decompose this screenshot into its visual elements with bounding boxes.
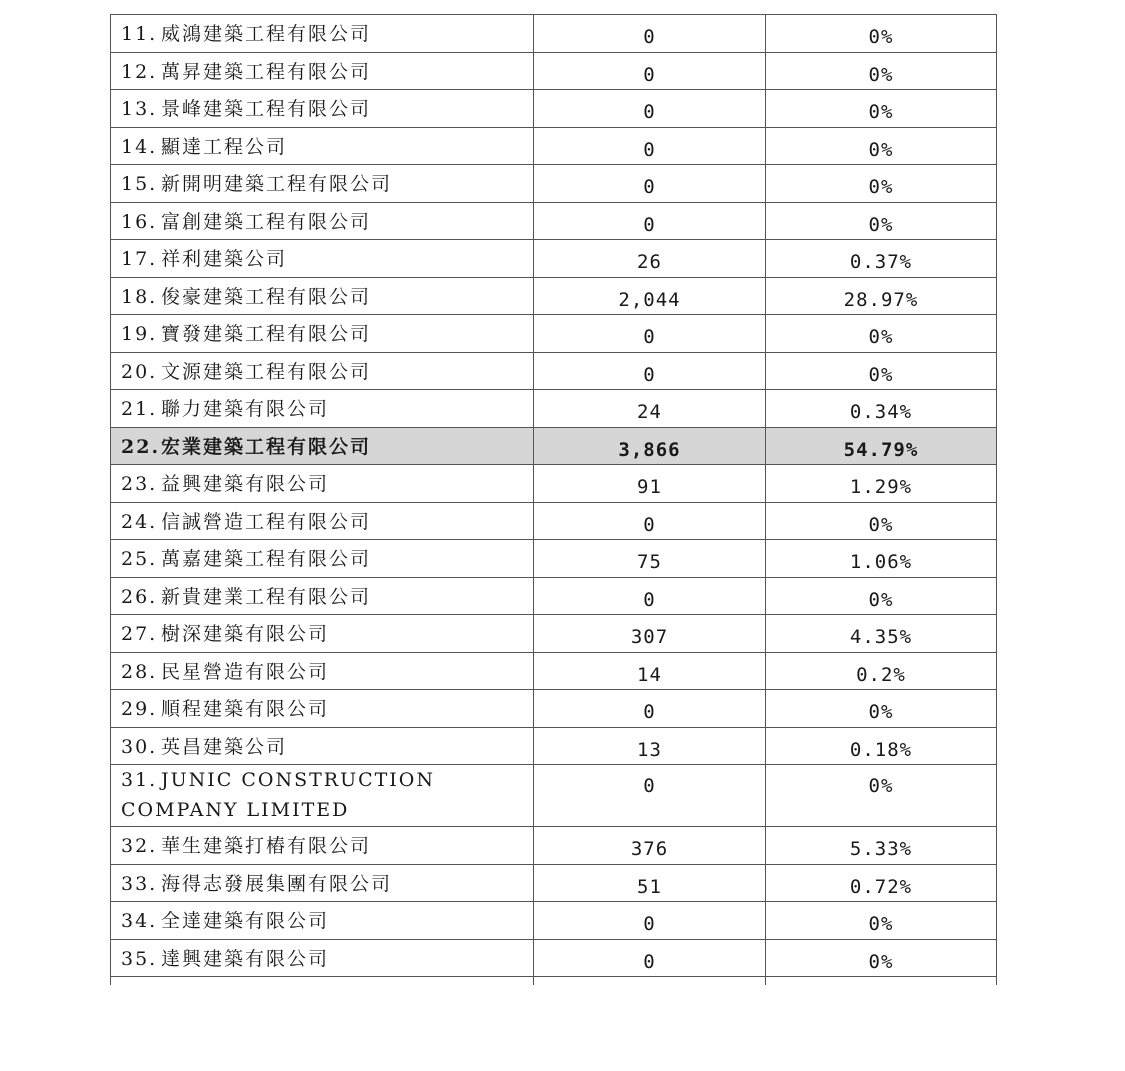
percentage-cell: 0.37% (766, 240, 997, 278)
percentage-cell: 0% (766, 765, 997, 827)
row-number: 17. (121, 248, 158, 270)
table-row (111, 765, 997, 827)
table-row (111, 465, 997, 503)
quantity-cell: 0 (534, 202, 766, 240)
table-row (111, 165, 997, 203)
percentage-cell: 1.29% (766, 465, 997, 503)
company-name-cell (111, 127, 534, 165)
quantity-cell: 0 (534, 352, 766, 390)
row-number: 19. (121, 323, 158, 345)
table-row (111, 315, 997, 353)
percentage-cell: 4.35% (766, 615, 997, 653)
percentage-cell: 0% (766, 127, 997, 165)
table-row (111, 615, 997, 653)
company-name-cell (111, 765, 534, 827)
table-row (111, 90, 997, 128)
quantity-cell: 0 (534, 52, 766, 90)
company-name-cell (111, 465, 534, 503)
company-name-cell (111, 15, 534, 53)
quantity-cell: 0 (534, 690, 766, 728)
company-name-cell (111, 615, 534, 653)
company-name-cell (111, 577, 534, 615)
row-number: 33. (121, 872, 158, 895)
percentage-cell: 0% (766, 165, 997, 203)
row-number: 14. (121, 135, 158, 158)
quantity-cell: 13 (534, 727, 766, 765)
company-name-cell (111, 427, 534, 465)
quantity-cell: 307 (534, 615, 766, 653)
company-name-cell (111, 390, 534, 428)
percentage-cell: 0.72% (766, 864, 997, 902)
table-row (111, 727, 997, 765)
quantity-cell: 0 (534, 765, 766, 827)
company-name: 聯力建築有限公司 (161, 398, 330, 420)
company-name-cell (111, 240, 534, 278)
percentage-cell: 0% (766, 352, 997, 390)
quantity-cell: 2,044 (534, 277, 766, 315)
company-name: 景峰建築工程有限公司 (161, 98, 372, 120)
company-name: 寶發建築工程有限公司 (161, 323, 372, 345)
company-name: 全達建築有限公司 (161, 910, 330, 932)
row-number: 25. (121, 548, 158, 570)
table-row (111, 827, 997, 865)
company-name-cell (111, 827, 534, 865)
table-row (111, 902, 997, 940)
quantity-cell: 0 (534, 15, 766, 53)
company-name: 宏業建築工程有限公司 (161, 435, 372, 458)
row-number: 31. (121, 769, 158, 791)
company-name: 萬昇建築工程有限公司 (161, 60, 372, 83)
row-number: 32. (121, 835, 158, 857)
company-name-cell (111, 727, 534, 765)
quantity-cell: 0 (534, 315, 766, 353)
table-row (111, 390, 997, 428)
company-name-cell (111, 939, 534, 977)
percentage-cell: 54.79% (766, 427, 997, 465)
company-name: 新貴建業工程有限公司 (161, 585, 372, 608)
row-number: 34. (121, 910, 158, 932)
percentage-cell: 0% (766, 577, 997, 615)
table-row (111, 577, 997, 615)
company-name: 文源建築工程有限公司 (161, 360, 372, 383)
contractor-table (110, 14, 997, 985)
percentage-cell: 1.06% (766, 540, 997, 578)
percentage-cell: 0% (766, 315, 997, 353)
company-name: 樹深建築有限公司 (161, 623, 330, 645)
continuation-cell (534, 977, 766, 986)
percentage-cell: 0% (766, 202, 997, 240)
company-name-cell (111, 315, 534, 353)
table-row (111, 939, 997, 977)
company-name-cell (111, 652, 534, 690)
table-row (111, 540, 997, 578)
row-number: 35. (121, 947, 158, 970)
table-row (111, 202, 997, 240)
quantity-cell: 0 (534, 127, 766, 165)
company-name-cell (111, 165, 534, 203)
company-name-cell (111, 690, 534, 728)
percentage-cell: 0% (766, 690, 997, 728)
company-name: 富創建築工程有限公司 (161, 210, 372, 233)
row-number: 18. (121, 285, 158, 308)
quantity-cell: 75 (534, 540, 766, 578)
percentage-cell: 0% (766, 939, 997, 977)
row-number: 13. (121, 98, 158, 120)
row-number: 22. (121, 435, 161, 458)
percentage-cell: 0.2% (766, 652, 997, 690)
highlighted-row (111, 427, 997, 465)
percentage-cell: 0% (766, 52, 997, 90)
table-row-continuation (111, 977, 997, 986)
percentage-cell: 0% (766, 90, 997, 128)
company-name-cell (111, 540, 534, 578)
company-name-cell (111, 90, 534, 128)
quantity-cell: 26 (534, 240, 766, 278)
company-name-cell (111, 502, 534, 540)
row-number: 29. (121, 698, 158, 720)
row-number: 23. (121, 473, 158, 495)
percentage-cell: 0% (766, 15, 997, 53)
company-name: 威鴻建築工程有限公司 (161, 23, 372, 45)
quantity-cell: 51 (534, 864, 766, 902)
company-name: 順程建築有限公司 (161, 698, 330, 720)
row-number: 15. (121, 173, 158, 195)
percentage-cell: 5.33% (766, 827, 997, 865)
table-row (111, 864, 997, 902)
quantity-cell: 0 (534, 939, 766, 977)
table-row (111, 690, 997, 728)
table-row (111, 277, 997, 315)
quantity-cell: 91 (534, 465, 766, 503)
company-name: 萬嘉建築工程有限公司 (161, 548, 372, 570)
row-number: 20. (121, 360, 158, 383)
quantity-cell: 0 (534, 577, 766, 615)
company-name: 英昌建築公司 (161, 735, 288, 758)
table-row (111, 52, 997, 90)
company-name: 益興建築有限公司 (161, 473, 330, 495)
company-name: 顯達工程公司 (161, 135, 288, 158)
company-name: JUNIC CONSTRUCTION COMPANY LIMITED (121, 769, 436, 821)
quantity-cell: 0 (534, 502, 766, 540)
company-name-cell (111, 277, 534, 315)
row-number: 28. (121, 660, 158, 683)
company-name: 俊豪建築工程有限公司 (161, 285, 372, 308)
company-name-cell (111, 52, 534, 90)
company-name-cell (111, 352, 534, 390)
table-row (111, 240, 997, 278)
company-name: 民星營造有限公司 (161, 660, 330, 683)
table-row (111, 652, 997, 690)
quantity-cell: 3,866 (534, 427, 766, 465)
percentage-cell: 0.18% (766, 727, 997, 765)
continuation-cell (111, 977, 534, 986)
row-number: 21. (121, 398, 158, 420)
row-number: 11. (121, 23, 158, 45)
company-name-cell (111, 202, 534, 240)
company-name: 達興建築有限公司 (161, 947, 330, 970)
company-name: 海得志發展集團有限公司 (161, 872, 393, 895)
company-name: 祥利建築公司 (161, 248, 288, 270)
continuation-cell (766, 977, 997, 986)
row-number: 16. (121, 210, 158, 233)
row-number: 12. (121, 60, 158, 83)
company-name-cell (111, 902, 534, 940)
company-name: 華生建築打樁有限公司 (161, 835, 372, 857)
percentage-cell: 0% (766, 502, 997, 540)
percentage-cell: 28.97% (766, 277, 997, 315)
table-row (111, 127, 997, 165)
row-number: 27. (121, 623, 158, 645)
percentage-cell: 0.34% (766, 390, 997, 428)
row-number: 26. (121, 585, 158, 608)
quantity-cell: 14 (534, 652, 766, 690)
quantity-cell: 376 (534, 827, 766, 865)
quantity-cell: 0 (534, 90, 766, 128)
company-name: 信誠營造工程有限公司 (161, 510, 372, 533)
quantity-cell: 0 (534, 902, 766, 940)
table-row (111, 502, 997, 540)
table-row (111, 352, 997, 390)
company-name-cell (111, 864, 534, 902)
row-number: 30. (121, 735, 158, 758)
company-name: 新開明建築工程有限公司 (161, 173, 393, 195)
percentage-cell: 0% (766, 902, 997, 940)
row-number: 24. (121, 510, 158, 533)
quantity-cell: 0 (534, 165, 766, 203)
table-row (111, 15, 997, 53)
quantity-cell: 24 (534, 390, 766, 428)
